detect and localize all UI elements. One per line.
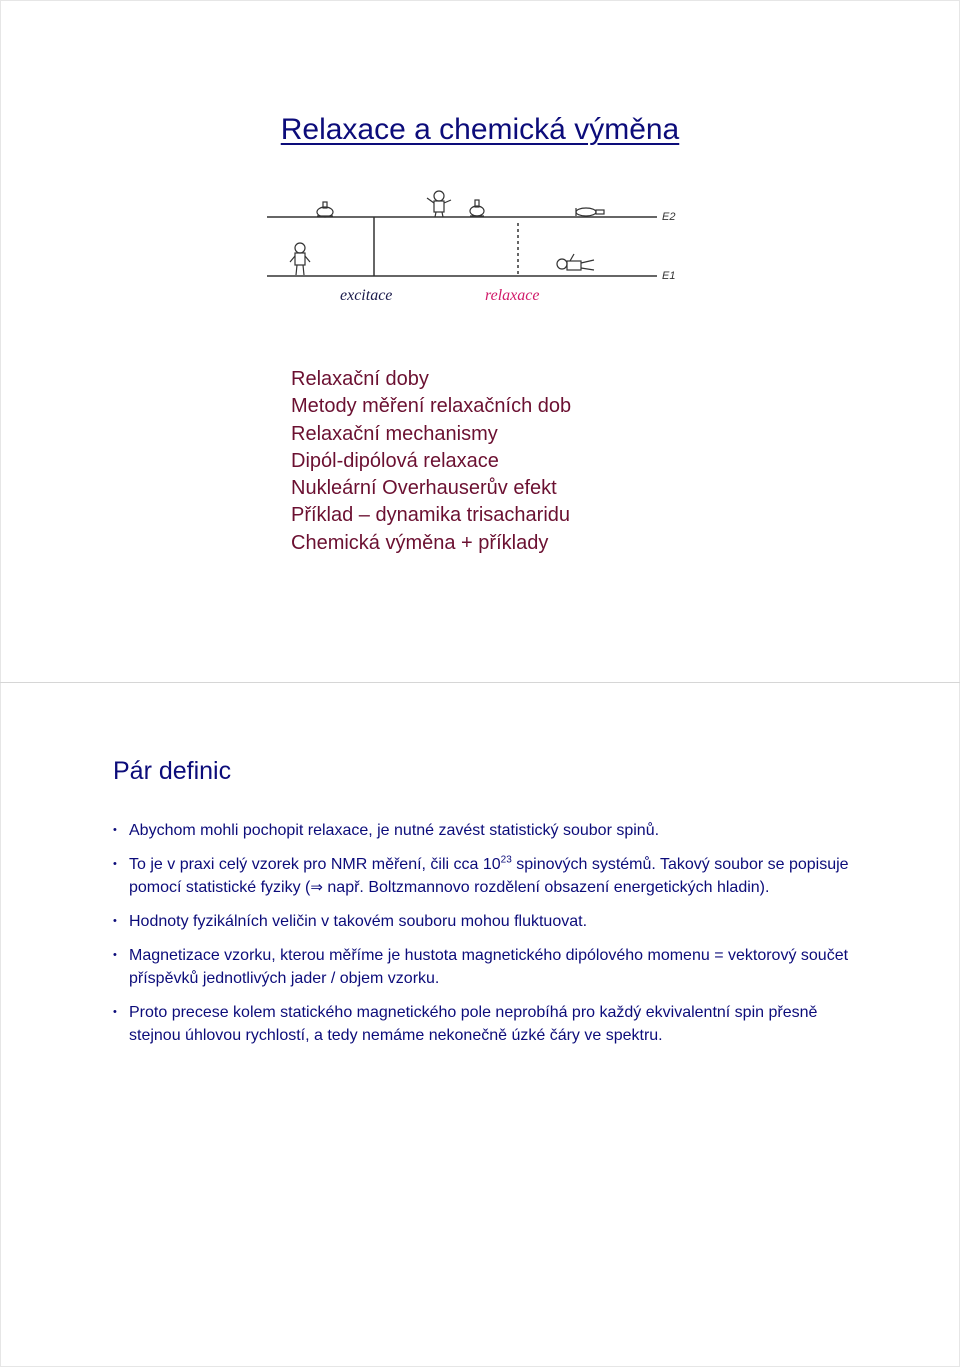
topic-item: Relaxační mechanismy <box>291 422 498 445</box>
bullet-item <box>113 910 853 933</box>
bullet-text: Abychom mohli pochopit relaxace, je nutné zavést statistický soubor spinů. <box>129 822 660 839</box>
topic-item: Relaxační doby <box>291 368 429 390</box>
man-figure-icon <box>290 243 310 275</box>
bullet-item <box>113 819 853 842</box>
bullet-item <box>113 944 853 990</box>
topic-item: Metody měření relaxačních dob <box>291 395 572 418</box>
bullet-item <box>113 853 853 899</box>
caption-excitation: excitace <box>340 287 393 304</box>
definitions-list <box>113 819 853 1058</box>
slide-divider <box>0 682 960 683</box>
bottle-icon <box>317 202 333 217</box>
bullet-item <box>113 1001 853 1047</box>
topic-item: Příklad – dynamika trisacharidu <box>291 504 571 527</box>
implication-arrow-icon: ⇒ <box>310 878 323 896</box>
bullet-text: Proto precese kolem statického magnetického pole neprobíhá pro každý ekvivalentní spin přesně stejnou úhlovou rychlostí, a tedy nemáme nekonečně úzké čáry ve spektru. <box>129 1004 818 1044</box>
level-label-e2: E2 <box>662 211 676 223</box>
level-label-e1: E1 <box>662 270 676 282</box>
bottle-icon <box>576 208 604 216</box>
bullet-text: spinových systémů. Takový soubor se popisuje pomocí statistické fyziky ( <box>129 856 849 896</box>
bullet-text: např. Boltzmannovo rozdělení obsazení energetických hladin). <box>322 879 770 896</box>
caption-relaxation: relaxace <box>485 287 540 304</box>
bottle-icon <box>470 200 484 216</box>
slide-title: Relaxace a chemická výměna <box>280 113 680 146</box>
bullet-text: To je v praxi celý vzorek pro NMR měření, čili cca 10 <box>129 856 501 873</box>
energy-level-illustration <box>262 190 682 285</box>
man-figure-icon <box>427 191 451 217</box>
topic-item: Chemická výměna + příklady <box>291 531 549 554</box>
bullet-text: Magnetizace vzorku, kterou měříme je hustota magnetického dipólového momenu = vektorový součet příspěvků jednotlivých jader / objem vzorku. <box>129 947 849 987</box>
exponent: 23 <box>500 854 512 866</box>
slide-title: Pár definic <box>113 757 232 785</box>
topics-list <box>291 366 571 557</box>
topic-item: Nukleární Overhauserův efekt <box>291 477 557 500</box>
lying-man-icon <box>557 254 594 270</box>
topic-item: Dipól-dipólová relaxace <box>291 449 499 472</box>
bullet-text: Hodnoty fyzikálních veličin v takovém souboru mohou fluktuovat. <box>129 913 588 930</box>
